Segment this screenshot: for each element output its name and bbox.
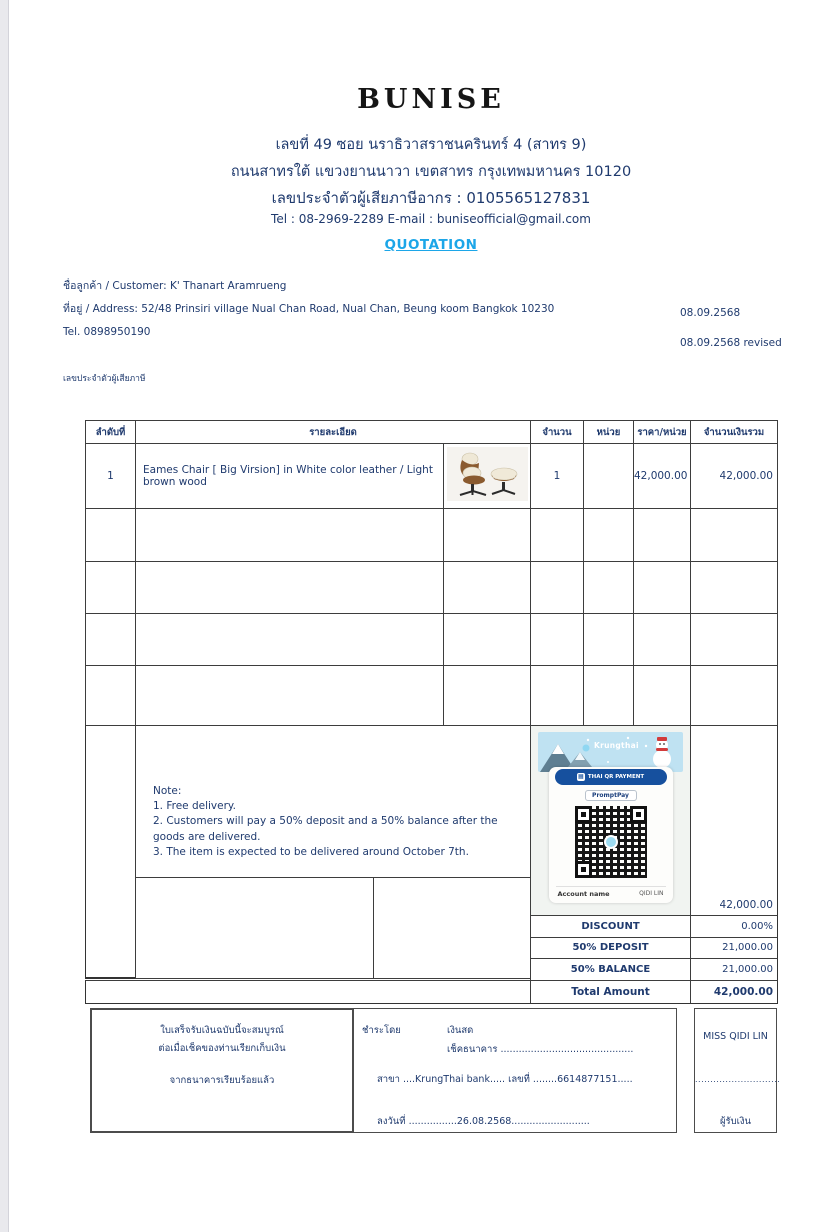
items-table	[85, 420, 778, 729]
col-header-description: รายละเอียด	[136, 421, 531, 444]
qr-finder-top-left	[575, 806, 592, 823]
qr-code	[575, 806, 647, 878]
note-line-1: 1. Free delivery.	[153, 800, 236, 813]
table-row-empty	[86, 666, 778, 729]
customer-tel: Tel. 0898950190	[63, 326, 151, 338]
item-amount: 42,000.00	[691, 444, 778, 509]
table-row-empty	[86, 614, 778, 666]
quotation-date-revised: 08.09.2568 revised	[680, 337, 782, 349]
item-description: Eames Chair [ Big Virsion] in White color leather / Light brown wood	[136, 444, 444, 509]
thai-qr-payment-badge	[555, 769, 667, 785]
col-header-unit: หน่วย	[584, 421, 634, 444]
company-contact: Tel : 08-2969-2289 E-mail : buniseofficial@gmail.com	[271, 212, 591, 226]
condition-line-3: จากธนาคารเรียบร้อยแล้ว	[169, 1075, 275, 1087]
qr-payment-cell	[530, 725, 691, 916]
qr-glyph-icon: ▦	[578, 773, 584, 780]
deposit-label: 50% DEPOSIT	[530, 937, 691, 959]
qr-finder-top-right	[630, 806, 647, 823]
payment-method-box	[353, 1008, 677, 1133]
col-header-unit-price: ราคา/หน่วย	[634, 421, 691, 444]
item-no: 1	[86, 444, 136, 509]
col-header-amount: จำนวนเงินรวม	[691, 421, 778, 444]
qr-account-row	[556, 886, 666, 903]
table-row-item-1	[86, 444, 778, 509]
scan-edge-strip	[0, 0, 9, 1232]
balance-value: 21,000.00	[690, 958, 778, 981]
qr-center-logo	[604, 835, 618, 849]
receiver-name: MISS QIDI LIN	[703, 1031, 768, 1042]
table-row-empty	[86, 509, 778, 562]
bank-branch-line: สาขา ....KrungThai bank..... เลขที่ ........6614877151.....	[377, 1074, 633, 1085]
condition-line-2: ต่อเมื่อเช็คของท่านเรียกเก็บเงิน	[158, 1043, 286, 1055]
balance-label: 50% BALANCE	[530, 958, 691, 981]
customer-address: ที่อยู่ / Address: 52/48 Prinsiri village Nual Chan Road, Nual Chan, Beung koom Bangkok 10230	[63, 303, 555, 315]
table-row-empty	[86, 562, 778, 614]
receiver-box	[694, 1008, 781, 1133]
note-line-2: 2. Customers will pay a 50% deposit and a 50% balance after the goods are delivered.	[153, 815, 498, 843]
signature-line: ............................	[695, 1075, 781, 1084]
empty-cell-right	[373, 877, 531, 979]
spacer	[92, 1058, 352, 1072]
item-unit-price: 42,000.00	[634, 444, 691, 509]
item-unit	[584, 444, 634, 509]
company-logo: BUNISE	[357, 84, 505, 115]
subtotal-cell: 42,000.00	[690, 725, 778, 916]
paid-by-label: ชำระโดย	[362, 1025, 401, 1036]
cash-label: เงินสด	[447, 1025, 474, 1036]
note-title: Note:	[153, 785, 182, 797]
items-table-header-row	[86, 421, 778, 444]
account-name-value: QIDI LIN	[639, 890, 664, 897]
quotation-date: 08.09.2568	[680, 307, 741, 319]
krungthai-banner	[538, 729, 683, 769]
company-address-line2: ถนนสาทรใต้ แขวงยานนาวา เขตสาทร กรุงเทพมหานคร 10120	[230, 164, 632, 180]
total-row-empty-strip	[85, 980, 531, 1004]
qr-finder-bottom-left	[575, 861, 592, 878]
note-cell	[135, 725, 531, 878]
payment-date-line: ลงวันที่ ................26.08.2568..........................	[377, 1116, 590, 1127]
customer-name: ชื่อลูกค้า / Customer: K' Thanart Aramrueng	[63, 280, 287, 292]
row-number-column-continuation	[85, 725, 136, 979]
qr-card	[549, 767, 673, 903]
promptpay-logo: PromptPay	[585, 790, 637, 801]
total-amount-value: 42,000.00	[690, 980, 778, 1004]
company-address-line1: เลขที่ 49 ซอย นราธิวาสราชนครินทร์ 4 (สาทร 9)	[275, 137, 587, 153]
item-qty: 1	[531, 444, 584, 509]
empty-cell-left	[135, 877, 374, 979]
receipt-condition-box	[90, 1008, 354, 1133]
discount-value: 0.00%	[690, 915, 778, 938]
item-photo-cell	[444, 444, 531, 509]
document-title: QUOTATION	[384, 237, 478, 253]
krungthai-bank-name: Krungthai	[594, 741, 639, 750]
customer-tax-label: เลขประจำตัวผู้เสียภาษี	[63, 374, 146, 384]
cheque-line: เช็คธนาคาร ............................................	[447, 1044, 634, 1055]
account-name-label: Account name	[557, 890, 610, 898]
total-amount-label: Total Amount	[530, 980, 691, 1004]
thai-qr-payment-label: THAI QR PAYMENT	[587, 774, 645, 780]
condition-line-1: ใบเสร็จรับเงินฉบับนี้จะสมบูรณ์	[160, 1025, 284, 1036]
col-header-qty: จำนวน	[531, 421, 584, 444]
col-header-no: ลำดับที่	[86, 421, 136, 444]
discount-label: DISCOUNT	[530, 915, 691, 938]
deposit-value: 21,000.00	[690, 937, 778, 959]
krungthai-banner-art	[538, 732, 683, 772]
receiver-label: ผู้รับเงิน	[719, 1116, 752, 1127]
company-tax-id: เลขประจำตัวผู้เสียภาษีอากร : 0105565127831	[271, 189, 591, 207]
eames-chair-image	[446, 446, 529, 502]
note-line-3: 3. The item is expected to be delivered around October 7th.	[153, 845, 469, 858]
